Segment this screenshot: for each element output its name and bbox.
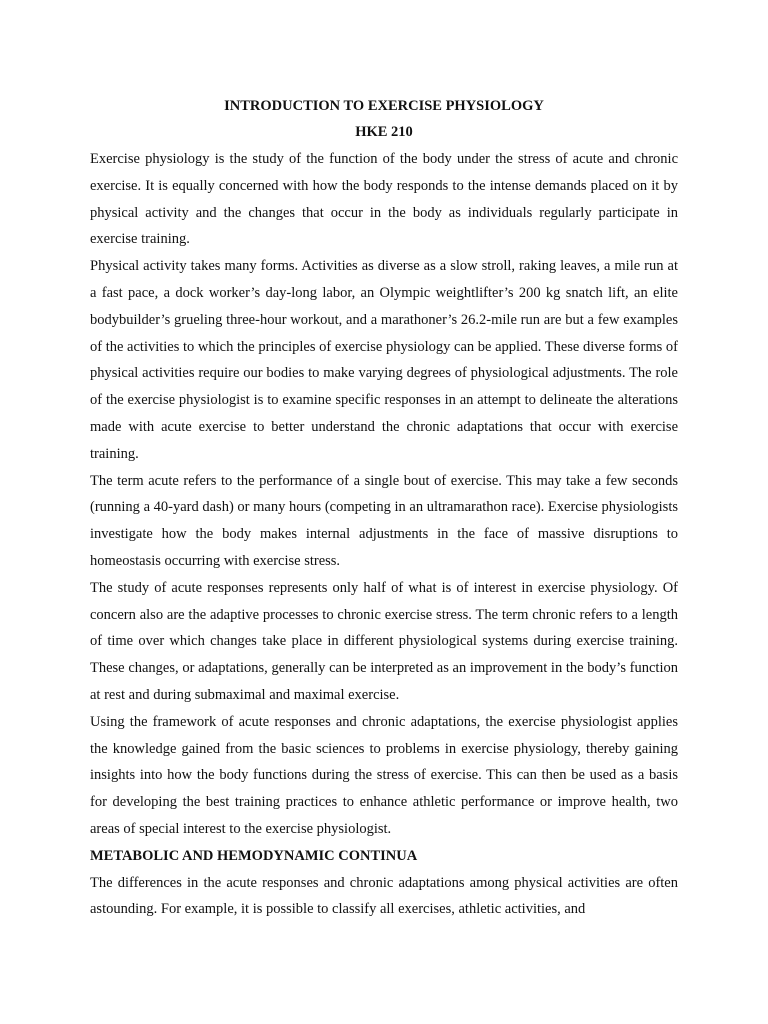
paragraph: Physical activity takes many forms. Activities as diverse as a slow stroll, raking leaves, a mile run at a fast pace, a dock worker’s day-long labor, an Olympic weightlifter’s 200 kg snatch lift, an elite bodybuilder’s grueling three-hour workout, and a marathoner’s 26.2-mile run are but a few examples of the activities to which the principles of exercise physiology can be applied. These diverse forms of physical activities require our bodies to make varying degrees of physiological adjustments. The role of the exercise physiologist is to examine specific responses in an attempt to delineate the alterations made with acute exercise to better understand the chronic adaptations that occur with exercise training.	[90, 258, 679, 462]
document-title: INTRODUCTION TO EXERCISE PHYSIOLOGY	[224, 98, 544, 114]
paragraph: The term acute refers to the performance of a single bout of exercise. This may take a few seconds (running a 40-yard dash) or many hours (competing in an ultramarathon race). Exercise physiologists investigate how the body makes internal adjustments in the face of massive disruptions to homeostasis occurring with exercise stress.	[90, 472, 678, 569]
section-paragraph: The differences in the acute responses and chronic adaptations among physical activities are often astounding. For example, it is possible to classify all exercises, athletic activities, and	[90, 874, 678, 918]
course-code: HKE 210	[355, 124, 413, 140]
paragraph: Exercise physiology is the study of the function of the body under the stress of acute and chronic exercise. It is equally concerned with how the body responds to the intense demands placed on it by physical activity and the changes that occur in the body as individuals regularly participate in exercise training.	[90, 151, 678, 248]
paragraph: Using the framework of acute responses and chronic adaptations, the exercise physiologist applies the knowledge gained from the basic sciences to problems in exercise physiology, thereby gaining insights into how the body functions during the stress of exercise. This can then be used as a basis for developing the best training practices to enhance athletic performance or improve health, two areas of special interest to the exercise physiologist.	[90, 713, 678, 837]
paragraph: The study of acute responses represents only half of what is of interest in exercise physiology. Of concern also are the adaptive processes to chronic exercise stress. The term chronic refers to a length of time over which changes take place in different physiological systems during exercise training. These changes, or adaptations, generally can be interpreted as an improvement in the body’s function at rest and during submaximal and maximal exercise.	[90, 579, 678, 703]
section-heading: METABOLIC AND HEMODYNAMIC CONTINUA	[90, 847, 418, 864]
